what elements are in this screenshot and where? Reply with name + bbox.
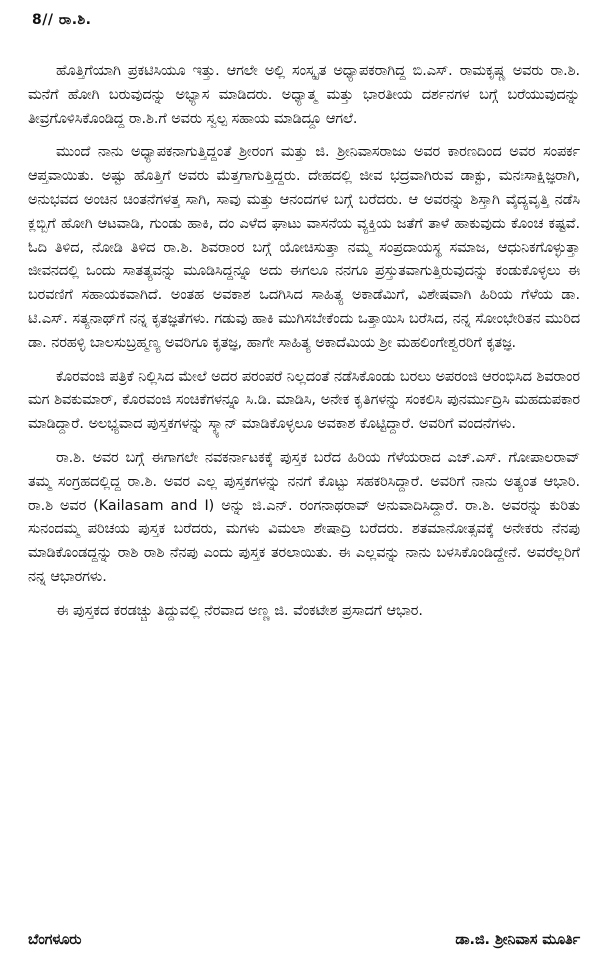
paragraph-4: ರಾ.ಶಿ. ಅವರ ಬಗ್ಗೆ ಈಗಾಗಲೇ ನವಕರ್ನಾಟಕಕ್ಕೆ ಪುಸ್ತಕ ಬರೆದ ಹಿರಿಯ ಗೆಳೆಯರಾದ ಎಚ್.ಎಸ್. ಗೋಪಾಲರಾವ್ ತಮ್ಮ ಸಂಗ್ರಹದಲ್ಲಿದ್ದ ರಾ.ಶಿ. ಅವರ ಎಲ್ಲ ಪುಸ್ತಕಗಳನ್ನು ನನಗೆ ಕೊಟ್ಟು ಸಹಕರಿಸಿದ್ದಾರೆ. ಅವರಿಗೆ ನಾನು ಅತ್ಯಂತ ಆಭಾರಿ. ರಾ.ಶಿ ಅವರ (Kailasam and I) ಅನ್ನು ಜಿ.ಎನ್. ರಂಗನಾಥರಾವ್ ಅನುವಾದಿಸಿದ್ದಾರೆ. ರಾ.ಶಿ. ಅವರನ್ನು ಕುರಿತು ಸುನಂದಮ್ಮ ಪರಿಚಯ ಪುಸ್ತಕ ಬರೆದರು, ಮಗಳು ವಿಮಲಾ ಶೇಷಾದ್ರಿ ಬರೆದರು. ಶತಮಾನೋತ್ಸವಕ್ಕೆ ಅನೇಕರು ನೆನಪು ಮಾಡಿಕೊಂಡದ್ದನ್ನು ರಾಶಿ ರಾಶಿ ನೆನಪು ಎಂದು ಪುಸ್ತಕ ತರಲಾಯಿತು. ಈ ಎಲ್ಲವನ್ನು ನಾನು ಬಳಸಿಕೊಂಡಿದ್ದೇನೆ. ಅವರೆಲ್ಲರಿಗೆ ನನ್ನ ಆಭಾರಗಳು.	[28, 449, 580, 585]
paragraph-1: ಹೊತ್ತಿಗೆಯಾಗಿ ಪ್ರಕಟಿಸಿಯೂ ಇತ್ತು. ಆಗಲೇ ಅಲ್ಲಿ ಸಂಸ್ಕೃತ ಅಧ್ಯಾಪಕರಾಗಿದ್ದ ಬಿ.ಎಸ್. ರಾಮಕೃಷ್ಣ ಅವರು ರಾ.ಶಿ. ಮನೆಗೆ ಹೋಗಿ ಬರುವುದನ್ನು ಅಭ್ಯಾಸ ಮಾಡಿದರು. ಅಧ್ಯಾತ್ಮ ಮತ್ತು ಭಾರತೀಯ ದರ್ಶನಗಳ ಬಗ್ಗೆ ಬರೆಯುವುದನ್ನು ತೀವ್ರಗೊಳಿಸಿಕೊಂಡಿದ್ದ ರಾ.ಶಿ.ಗೆ ಅವರು ಸ್ವಲ್ಪ ಸಹಾಯ ಮಾಡಿದ್ದೂ ಆಗಲೆ.	[28, 63, 580, 127]
paragraph-3: ಕೊರವಂಜಿ ಪತ್ರಿಕೆ ನಿಲ್ಲಿಸಿದ ಮೇಲೆ ಅದರ ಪರಂಪರೆ ನಿಲ್ಲದಂತೆ ನಡೆಸಿಕೊಂಡು ಬರಲು ಅಪರಂಜಿ ಆರಂಭಿಸಿದ ಶಿವರಾಂರ ಮಗ ಶಿವಕುಮಾರ್, ಕೊರವಂಜಿ ಸಂಚಿಕೆಗಳನ್ನೂ ಸಿ.ಡಿ. ಮಾಡಿಸಿ, ಅನೇಕ ಕೃತಿಗಳನ್ನು ಸಂಕಲಿಸಿ ಪುನರ್ಮುದ್ರಿಸಿ ಮಹದುಪಕಾರ ಮಾಡಿದ್ದಾರೆ. ಅಲಭ್ಯವಾದ ಪುಸ್ತಕಗಳನ್ನು ಸ್ಕ್ಯಾನ್ ಮಾಡಿಕೊಳ್ಳಲೂ ಅವಕಾಶ ಕೊಟ್ಟಿದ್ದಾರೆ. ಅವರಿಗೆ ವಂದನೆಗಳು.	[28, 368, 580, 433]
place-name: ಬೆಂಗಳೂರು	[28, 932, 82, 948]
author-name: ಡಾ.ಜಿ. ಶ್ರೀನಿವಾಸ ಮೂರ್ತಿ	[455, 932, 580, 948]
page-header: 8// ರಾ.ಶಿ.	[32, 12, 92, 28]
body-text	[28, 60, 580, 624]
paragraph-2: ಮುಂದೆ ನಾನು ಅಧ್ಯಾಪಕನಾಗುತ್ತಿದ್ದಂತೆ ಶ್ರೀರಂಗ ಮತ್ತು ಜಿ. ಶ್ರೀನಿವಾಸರಾಜು ಅವರ ಕಾರಣದಿಂದ ಅವರ ಸಂಪರ್ಕ ಆಪ್ತವಾಯಿತು. ಅಷ್ಟು ಹೊತ್ತಿಗೆ ಅವರು ಮೆತ್ತಗಾಗುತ್ತಿದ್ದರು. ದೇಹದಲ್ಲಿ ಜೀವ ಭದ್ರವಾಗಿರುವ ಡಾಕ್ಟು, ಮನಃಸಾಕ್ಷಿಜ್ಞರಾಗಿ, ಅನುಭವದ ಅಂಚಿನ ಚಿಂತನೆಗಳತ್ತ ಸಾಗಿ, ಸಾವು ಮತ್ತು ಆನಂದಗಳ ಬಗ್ಗೆ ಬರೆದರು. ಆ ಅವರನ್ನು ಶಿಸ್ತಾಗಿ ವೈದ್ಯವೃತ್ತಿ ನಡೆಸಿ ಕ್ಲಬ್ಬಿಗೆ ಹೋಗಿ ಆಟವಾಡಿ, ಗುಂಡು ಹಾಕಿ, ದಂ ಎಳೆದ ಘಾಟು ವಾಸನೆಯ ವ್ಯಕ್ತಿಯ ಜತೆಗೆ ತಾಳೆ ಹಾಕುವುದು ಕೊಂಚ ಕಷ್ಟವೆ. ಓದಿ ತಿಳಿದ, ನೋಡಿ ತಿಳಿದ ರಾ.ಶಿ. ಶಿವರಾಂರ ಬಗ್ಗೆ ಯೋಚಿಸುತ್ತಾ ನಮ್ಮ ಸಂಪ್ರದಾಯಸ್ಥ ಸಮಾಜ, ಆಧುನಿಕಗೊಳ್ಳುತ್ತಾ ಜೀವನದಲ್ಲಿ ಒಂದು ಸಾತತ್ಯವನ್ನು ಮೂಡಿಸಿದ್ದನ್ನೂ ಅದು ಈಗಲೂ ನನಗೂ ಪ್ರಸ್ತುತವಾಗುತ್ತಿರುವುದನ್ನು ಕಂಡುಕೊಳ್ಳಲು ಈ ಬರವಣಿಗೆ ಸಹಾಯಕವಾಗಿದೆ. ಅಂತಹ ಅವಕಾಶ ಒದಗಿಸಿದ ಸಾಹಿತ್ಯ ಅಕಾಡೆಮಿಗೆ, ವಿಶೇಷವಾಗಿ ಹಿರಿಯ ಗೆಳೆಯ ಡಾ. ಟಿ.ಎಸ್. ಸತ್ಯನಾಥ್‌ಗೆ ನನ್ನ ಕೃತಜ್ಞತೆಗಳು. ಗಡುವು ಹಾಕಿ ಮುಗಿಸಬೇಕೆಂದು ಒತ್ತಾಯಿಸಿ ಬರೆಸಿದ, ನನ್ನ ಸೋಂಭೇರಿತನ ಮುರಿದ ಡಾ. ನರಹಳ್ಳಿ ಬಾಲಸುಬ್ರಹ್ಮಣ್ಯ ಅವರಿಗೂ ಕೃತಜ್ಞ, ಹಾಗೇ ಸಾಹಿತ್ಯ ಅಕಾದೆಮಿಯ ಶ್ರೀ ಮಹಲಿಂಗೇಶ್ವರರಿಗೆ ಕೃತಜ್ಞ.	[28, 144, 580, 351]
signature-row	[28, 932, 580, 948]
paragraph-5: ಈ ಪುಸ್ತಕದ ಕರಡಚ್ಚು ತಿದ್ದುವಲ್ಲಿ ನೆರವಾದ ಅಣ್ಣ ಜಿ. ವೆಂಕಟೇಶ ಪ್ರಸಾದಗೆ ಆಭಾರ.	[56, 602, 423, 619]
